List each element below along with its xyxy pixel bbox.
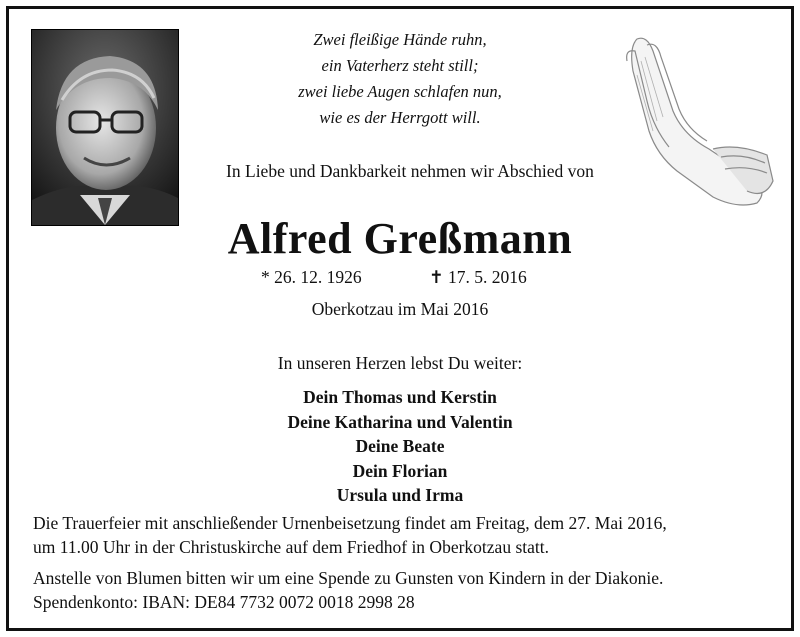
praying-hands-icon: [617, 31, 777, 211]
portrait-photo: [31, 29, 179, 226]
heart-line: In unseren Herzen lebst Du weiter:: [277, 353, 523, 373]
family-member: Dein Florian: [352, 460, 448, 481]
poem-line: ein Vaterherz steht still;: [321, 56, 479, 75]
deceased-name: Alfred Greßmann: [227, 214, 573, 263]
family-member: Deine Beate: [355, 436, 445, 456]
funeral-line: Die Trauerfeier mit anschließender Urnenbeisetzung findet am Freitag, dem 27. Mai 2016,: [33, 513, 667, 533]
family-member: Ursula und Irma: [336, 485, 464, 505]
family-member: Dein Thomas und Kerstin: [303, 387, 497, 407]
poem-line: zwei liebe Augen schlafen nun,: [298, 82, 502, 101]
obituary-notice: [6, 6, 794, 631]
poem: [239, 27, 561, 131]
poem-line: Zwei fleißige Hände ruhn,: [313, 30, 487, 49]
intro-text: In Liebe und Dankbarkeit nehmen wir Abschied von: [226, 161, 594, 181]
donation-line: Anstelle von Blumen bitten wir um eine Spende zu Gunsten von Kindern in der Diakonie.: [33, 568, 664, 588]
funeral-line: um 11.00 Uhr in der Christuskirche auf dem Friedhof in Oberkotzau statt.: [33, 537, 549, 557]
poem-line: wie es der Herrgott will.: [319, 108, 481, 127]
donation-info: [33, 566, 783, 614]
family-member: Deine Katharina und Valentin: [287, 411, 513, 432]
place-date: Oberkotzau im Mai 2016: [311, 299, 489, 319]
birth-date: * 26. 12. 1926: [261, 267, 362, 287]
death-date: ✝ 17. 5. 2016: [429, 267, 527, 287]
funeral-info: [33, 511, 783, 559]
family-list: [9, 385, 791, 508]
donation-line: Spendenkonto: IBAN: DE84 7732 0072 0018 2998 28: [33, 592, 415, 612]
